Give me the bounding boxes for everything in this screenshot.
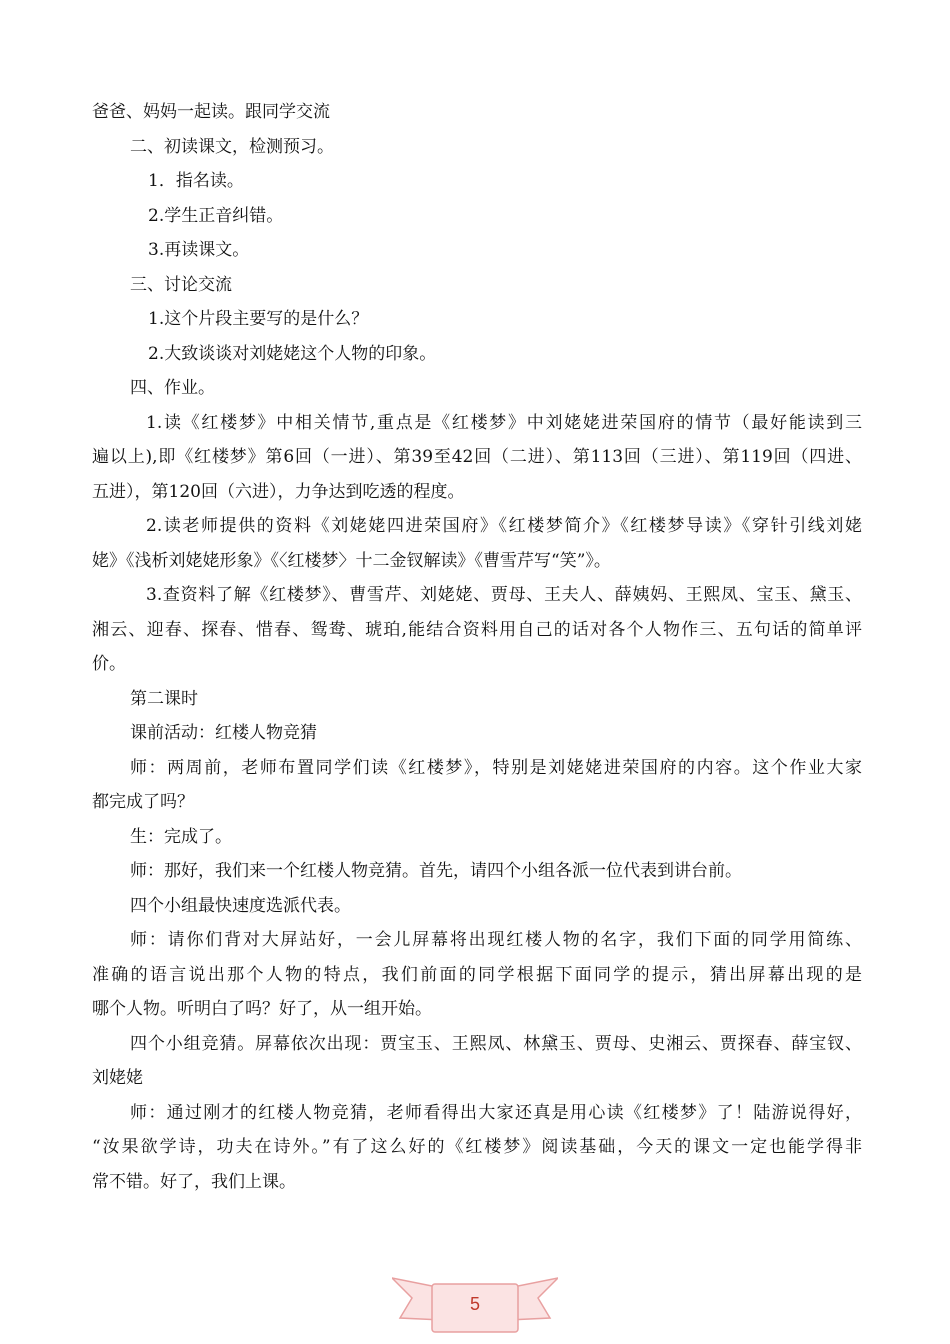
section-heading: 三、讨论交流	[130, 274, 232, 295]
homework-item-1-cont: 五进），第120回（六进），力争达到吃透的程度。	[92, 481, 465, 502]
dialogue-line: 师：两周前，老师布置同学们读《红楼梦》，特别是刘姥姥进荣国府的内容。这个作业大家	[130, 757, 862, 778]
body-text	[92, 95, 862, 1199]
narration-line-cont: 刘姥姥	[92, 1068, 143, 1088]
section-heading: 四、作业。	[130, 378, 215, 398]
dialogue-line: 生：完成了。	[130, 826, 232, 847]
homework-item-3-cont: 湘云、迎春、探春、惜春、鸳鸯、琥珀,能结合资料用自己的话对各个人物作三、五句话的简单评	[92, 619, 862, 640]
dialogue-line-cont: 准确的语言说出那个人物的特点，我们前面的同学根据下面同学的提示，猜出屏幕出现的是	[92, 964, 862, 985]
homework-item-3: 3.查资料了解《红楼梦》、曹雪芹、刘姥姥、贾母、王夫人、薛姨妈、王熙凤、宝玉、黛玉、	[146, 585, 862, 605]
activity-title: 课前活动：红楼人物竞猜	[130, 723, 317, 743]
list-item: 3.再读课文。	[148, 240, 250, 260]
dialogue-line: 师：请你们背对大屏站好，一会儿屏幕将出现红楼人物的名字，我们下面的同学用简练、	[130, 930, 862, 950]
dialogue-line-cont: 哪个人物。听明白了吗？好了，从一组开始。	[92, 999, 432, 1019]
text-line: 爸爸、妈妈一起读。跟同学交流	[92, 102, 330, 122]
homework-item-3-cont: 价。	[92, 654, 126, 674]
dialogue-line-cont: 常不错。好了，我们上课。	[92, 1171, 296, 1192]
page-number: 5	[469, 1294, 480, 1314]
homework-item-1: 1.读《红楼梦》中相关情节,重点是《红楼梦》中刘姥姥进荣国府的情节（最好能读到三	[146, 412, 862, 433]
list-item: 2.学生正音纠错。	[148, 205, 284, 226]
list-item: 2.大致谈谈对刘姥姥这个人物的印象。	[148, 343, 437, 364]
dialogue-line: 师：那好，我们来一个红楼人物竞猜。首先，请四个小组各派一位代表到讲台前。	[130, 861, 742, 881]
list-item: 1.这个片段主要写的是什么？	[148, 309, 369, 329]
dialogue-line-cont: “汝果欲学诗，功夫在诗外。”有了这么好的《红楼梦》阅读基础，今天的课文一定也能学得非	[92, 1137, 862, 1157]
homework-item-1-cont: 遍以上),即《红楼梦》第6回（一进）、第39至42回（二进）、第113回（三进）、第119回（四进、	[92, 447, 862, 467]
list-item: 1．指名读。	[148, 171, 244, 191]
homework-item-2: 2.读老师提供的资料《刘姥姥四进荣国府》《红楼梦简介》《红楼梦导读》《穿针引线刘姥	[146, 516, 862, 536]
dialogue-line: 师：通过刚才的红楼人物竞猜，老师看得出大家还真是用心读《红楼梦》了！陆游说得好，	[130, 1102, 862, 1123]
homework-item-2-cont: 姥》《浅析刘姥姥形象》《〈红楼梦〉十二金钗解读》《曹雪芹写“笑”》。	[92, 550, 611, 571]
lesson-heading: 第二课时	[130, 688, 198, 709]
section-heading: 二、初读课文，检测预习。	[130, 136, 334, 157]
page-footer-ribbon	[392, 1272, 558, 1336]
narration-line: 四个小组最快速度选派代表。	[130, 895, 351, 916]
dialogue-line-cont: 都完成了吗？	[92, 792, 194, 812]
narration-line: 四个小组竞猜。屏幕依次出现：贾宝玉、王熙凤、林黛玉、贾母、史湘云、贾探春、薛宝钗、	[130, 1033, 862, 1054]
